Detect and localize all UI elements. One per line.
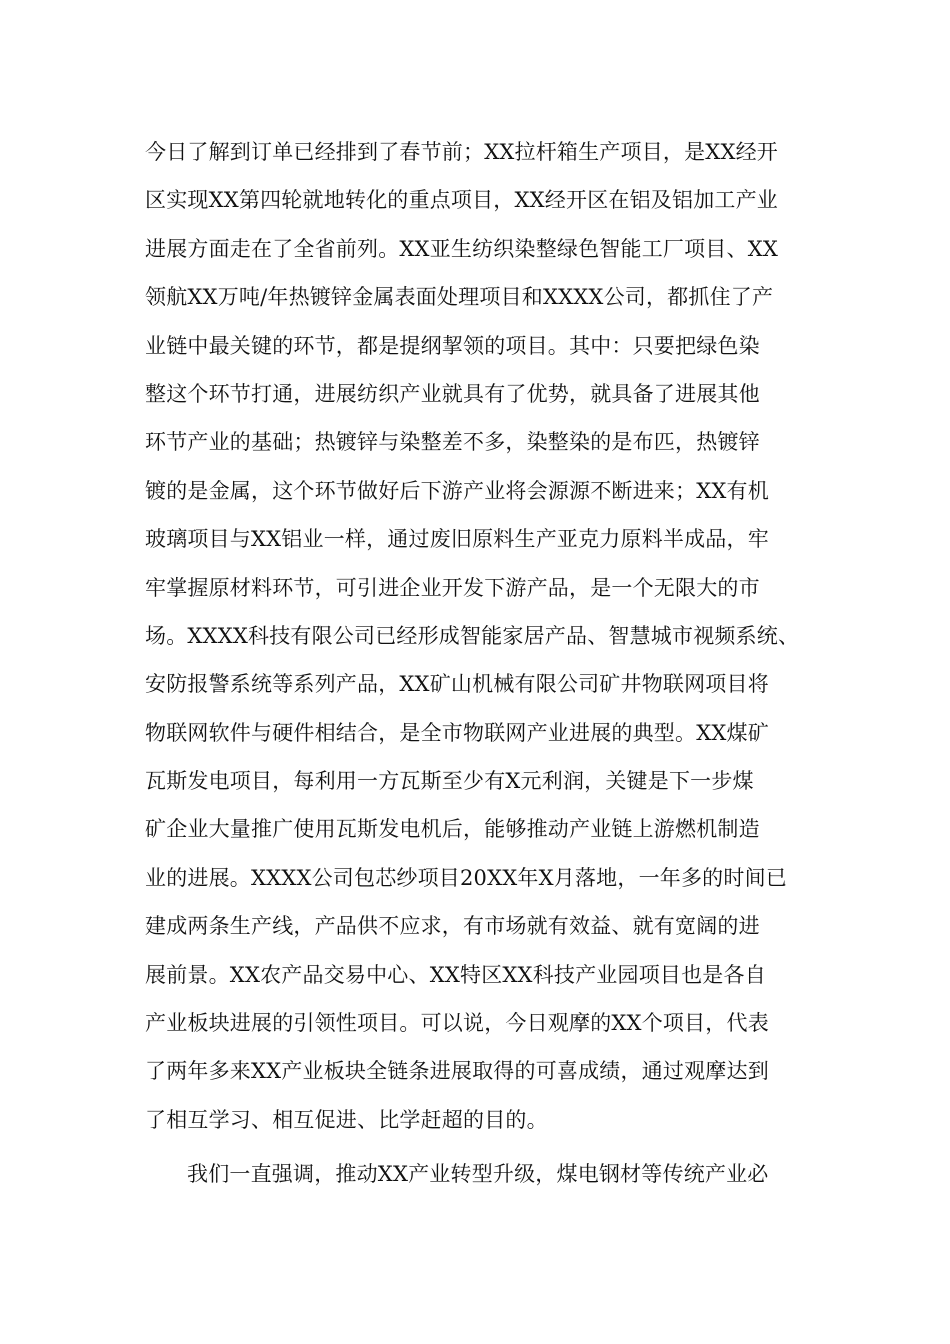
text-line: 场。XXXX科技有限公司已经形成智能家居产品、智慧城市视频系统、 (145, 623, 800, 648)
text-line: 玻璃项目与XX铝业一样，通过废旧原料生产亚克力原料半成品，牢 (145, 527, 769, 552)
text-line: 牢掌握原材料环节，可引进企业开发下游产品，是一个无限大的市 (145, 575, 760, 600)
text-line: 业链中最关键的环节，都是提纲挈领的项目。其中：只要把绿色染 (145, 333, 760, 358)
text-line: 瓦斯发电项目，每利用一方瓦斯至少有X元利润，关键是下一步煤 (145, 769, 754, 794)
document-body (145, 128, 815, 1199)
text-line: 产业板块进展的引领性项目。可以说，今日观摩的XX个项目，代表 (145, 1011, 769, 1036)
text-line: 建成两条生产线，产品供不应求，有市场就有效益、就有宽阔的进 (145, 914, 760, 939)
text-line: 镀的是金属，这个环节做好后下游产业将会源源不断进来；XX有机 (145, 478, 769, 503)
text-line: 了相互学习、相互促进、比学赶超的目的。 (145, 1107, 548, 1132)
text-line: 区实现XX第四轮就地转化的重点项目，XX经开区在铝及铝加工产业 (145, 188, 778, 213)
text-line: 环节产业的基础；热镀锌与染整差不多，染整染的是布匹，热镀锌 (145, 430, 760, 455)
text-line: 安防报警系统等系列产品，XX矿山机械有限公司矿井物联网项目将 (145, 672, 769, 697)
text-line: 矿企业大量推广使用瓦斯发电机后，能够推动产业链上游燃机制造 (145, 817, 760, 842)
text-line: 今日了解到订单已经排到了春节前；XX拉杆箱生产项目，是XX经开 (145, 140, 778, 164)
paragraph-2 (145, 1150, 815, 1198)
paragraph-1 (145, 128, 815, 1144)
text-line: 进展方面走在了全省前列。XX亚生纺织染整绿色智能工厂项目、XX (145, 236, 778, 261)
text-line: 领航XX万吨/年热镀锌金属表面处理项目和XXXX公司，都抓住了产 (145, 285, 774, 310)
text-line: 物联网软件与硬件相结合，是全市物联网产业进展的典型。XX煤矿 (145, 720, 769, 745)
text-line: 整这个环节打通，进展纺织产业就具有了优势，就具备了进展其他 (145, 381, 760, 406)
text-line: 了两年多来XX产业板块全链条进展取得的可喜成绩，通过观摩达到 (145, 1059, 769, 1084)
text-line: 我们一直强调，推动XX产业转型升级，煤电钢材等传统产业必 (187, 1162, 769, 1187)
text-line: 业的进展。XXXX公司包芯纱项目20XX年X月落地，一年多的时间已 (145, 865, 787, 890)
text-line: 展前景。XX农产品交易中心、XX特区XX科技产业园项目也是各自 (145, 962, 766, 987)
